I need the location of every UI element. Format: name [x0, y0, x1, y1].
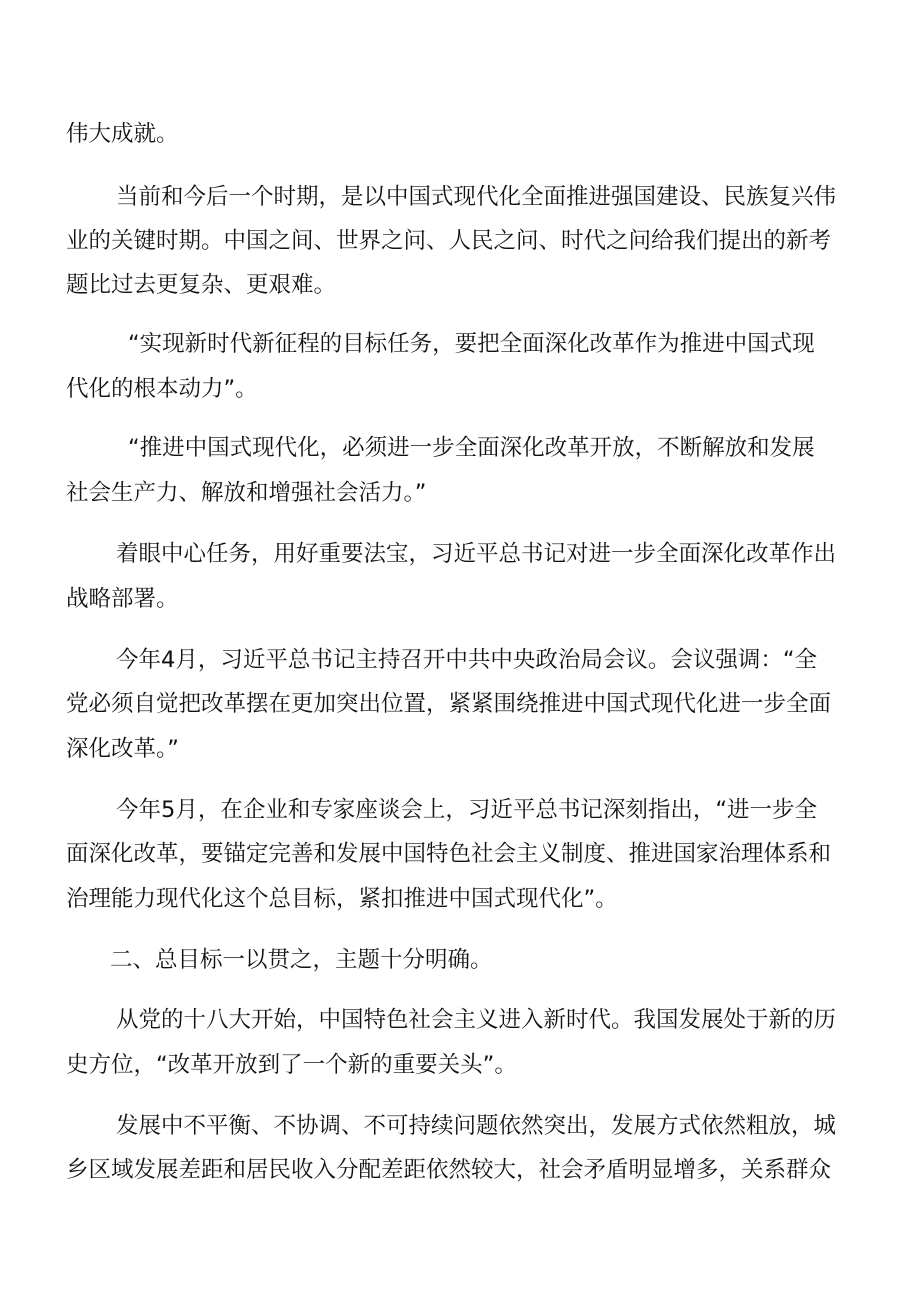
text-line: 着眼中心任务，用好重要法宝，习近平总书记对进一步全面深化改革作出 — [116, 541, 837, 567]
text-line: 代化的根本动力”。 — [66, 376, 258, 402]
text-line: 当前和今后一个时期，是以中国式现代化全面推进强国建设、民族复兴伟 — [116, 184, 837, 210]
text-line: 从党的十八大开始，中国特色社会主义进入新时代。我国发展处于新的历 — [116, 1007, 837, 1033]
text-line: 发展中不平衡、不协调、不可持续问题依然突出，发展方式依然粗放，城 — [116, 1113, 837, 1139]
text-line: 伟大成就。 — [66, 121, 179, 147]
text-line: 今年4月，习近平总书记主持召开中共中央政治局会议。会议强调：“全 — [116, 647, 817, 673]
text-line: “推进中国式现代化，必须进一步全面深化改革开放，不断解放和发展 — [128, 435, 815, 461]
text-line: 史方位，“改革开放到了一个新的重要关头”。 — [66, 1052, 517, 1078]
section-heading: 二、总目标一以贯之，主题十分明确。 — [110, 947, 493, 973]
text-line: 治理能力现代化这个总目标，紧扣推进中国式现代化”。 — [66, 886, 618, 912]
text-line: 今年5月，在企业和专家座谈会上，习近平总书记深刻指出，“进一步全 — [116, 797, 817, 823]
text-line: 党必须自觉把改革摆在更加突出位置，紧紧围绕推进中国式现代化进一步全面 — [66, 691, 832, 717]
text-line: 面深化改革，要锚定完善和发展中国特色社会主义制度、推进国家治理体系和 — [66, 841, 832, 867]
text-line: “实现新时代新征程的目标任务，要把全面深化改革作为推进中国式现 — [128, 331, 815, 357]
text-line: 深化改革。” — [66, 736, 179, 762]
text-line: 题比过去更复杂、更艰难。 — [66, 272, 337, 298]
text-line: 战略部署。 — [66, 586, 179, 612]
text-line: 业的关键时期。中国之间、世界之问、人民之问、时代之问给我们提出的新考 — [66, 228, 832, 254]
text-line: 社会生产力、解放和增强社会活力。” — [66, 480, 427, 506]
text-line: 乡区域发展差距和居民收入分配差距依然较大，社会矛盾明显增多，关系群众 — [66, 1157, 832, 1183]
